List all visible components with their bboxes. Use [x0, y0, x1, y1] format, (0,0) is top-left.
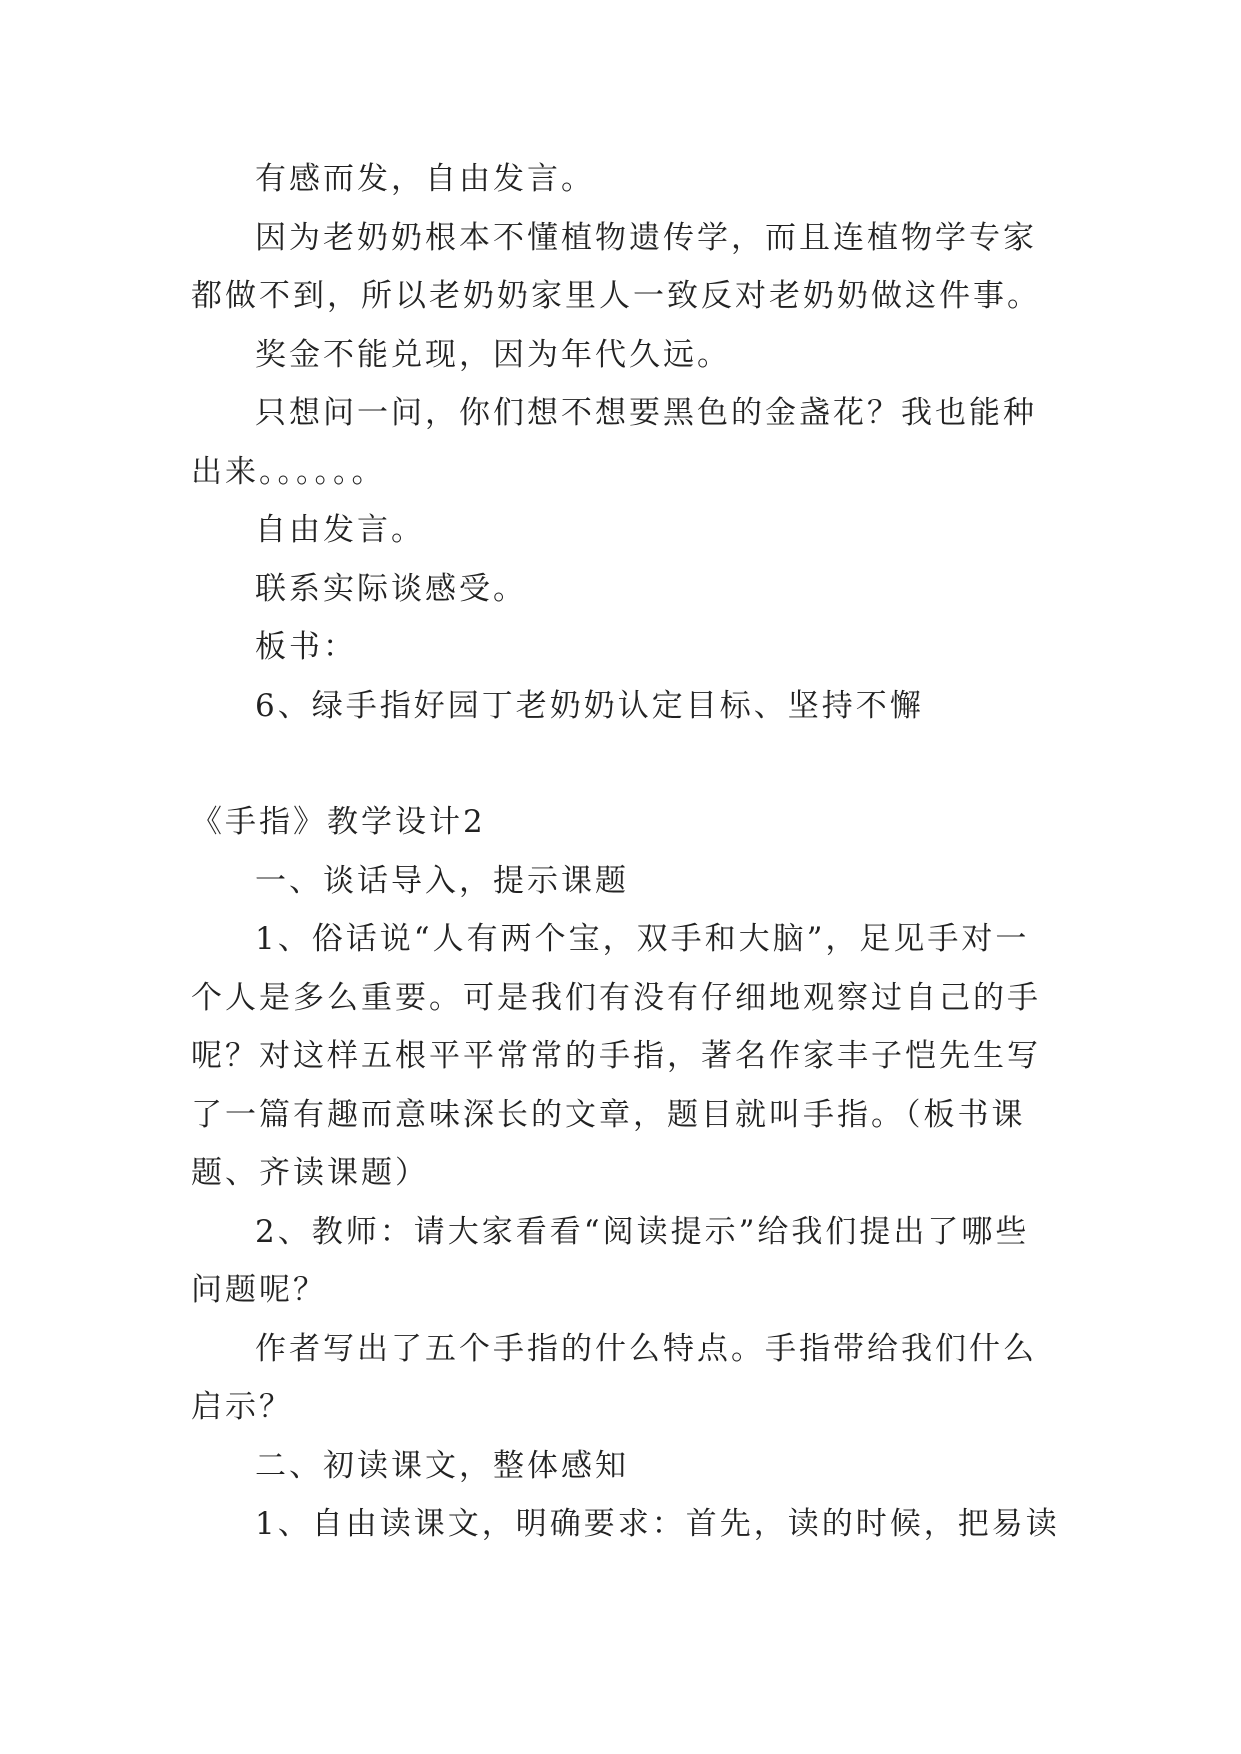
paragraph: 自由发言。: [255, 512, 425, 548]
subheading: 一、谈话导入，提示课题: [255, 862, 629, 899]
paragraph: 6、绿手指好园丁老奶奶认定目标、坚持不懈: [255, 687, 924, 724]
paragraph: 2、教师：请大家看看“阅读提示”给我们提出了哪些问题呢？: [191, 1213, 1030, 1308]
paragraph: 作者写出了五个手指的什么特点。手指带给我们什么启示？: [191, 1330, 1037, 1425]
paragraph: 奖金不能兑现，因为年代久远。: [255, 336, 731, 373]
section-gap: [191, 735, 1061, 793]
section-title: 《手指》教学设计2: [191, 804, 486, 840]
document-body: [191, 150, 1061, 1554]
paragraph: 联系实际谈感受。: [255, 570, 527, 607]
paragraph: 1、自由读课文，明确要求：首先，读的时候，把易读: [255, 1506, 1060, 1542]
paragraph: 1、俗话说“人有两个宝，双手和大脑”，足见手对一个人是多么重要。可是我们有没有仔细地观察过自己的手呢？对这样五根平平常常的手指，著名作家丰子恺先生写了一篇有趣而意味深长的文章，题目就叫手指。（板书课题、齐读课题）: [191, 921, 1041, 1191]
paragraph: 因为老奶奶根本不懂植物遗传学，而且连植物学专家都做不到，所以老奶奶家里人一致反对老奶奶做这件事。: [191, 219, 1041, 314]
subheading: 二、初读课文，整体感知: [255, 1447, 629, 1484]
paragraph: 只想问一问，你们想不想要黑色的金盏花？我也能种出来。。。。。。: [191, 395, 1037, 490]
paragraph: 板书：: [255, 629, 357, 665]
paragraph: 有感而发，自由发言。: [255, 161, 595, 197]
